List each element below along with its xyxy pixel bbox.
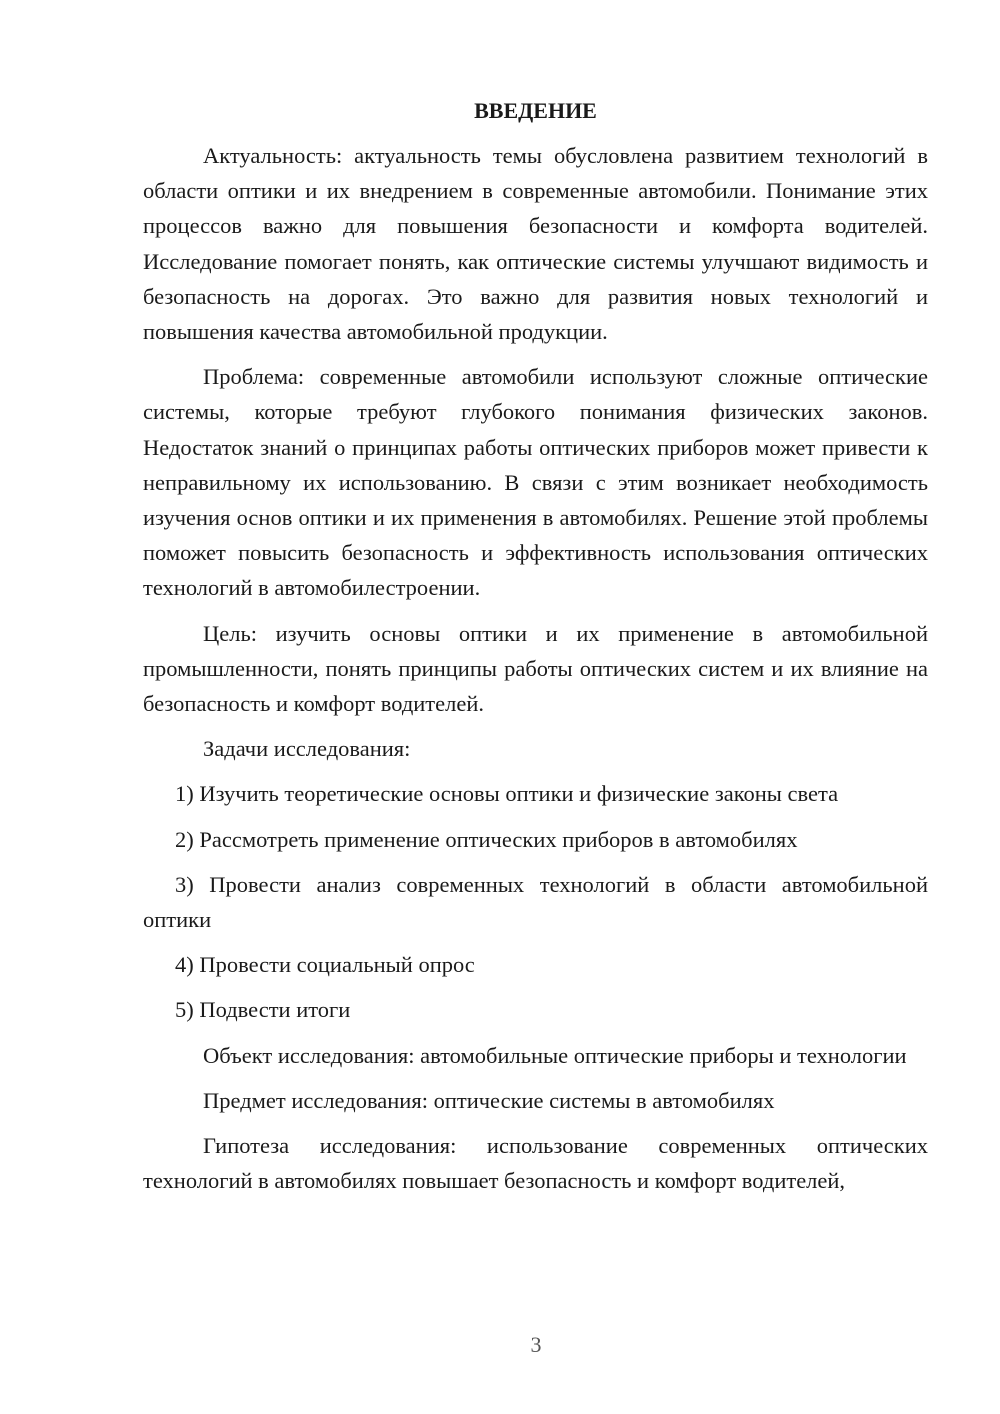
task-item: 1) Изучить теоретические основы оптики и физические законы света — [175, 781, 839, 807]
problem-paragraph: Проблема: современные автомобили используют сложные оптические системы, которые требуют глубокого понимания физических законов. Недостаток знаний о принципах работы оптических приборов может привести к неправильному их использованию. В связи с этим возникает необходимость изучения основ оптики и их применения в автомобилях. Решение этой проблемы поможет повысить безопасность и эффективность использования оптических технологий в автомобилестроении. — [143, 364, 928, 601]
subject-paragraph: Предмет исследования: оптические системы в автомобилях — [203, 1087, 775, 1113]
goal-paragraph: Цель: изучить основы оптики и их применение в автомобильной промышленности, понять принципы работы оптических систем и их влияние на безопасность и комфорт водителей. — [143, 620, 928, 717]
page-number: 3 — [530, 1332, 542, 1357]
document-body — [143, 96, 928, 1208]
hypothesis-paragraph: Гипотеза исследования: использование современных оптических технологий в автомобилях повышает безопасность и комфорт водителей, — [143, 1133, 928, 1194]
object-paragraph: Объект исследования: автомобильные оптические приборы и технологии — [203, 1042, 907, 1068]
task-item: 3) Провести анализ современных технологий в области автомобильной оптики — [143, 871, 928, 933]
task-item: 2) Рассмотреть применение оптических приборов в автомобилях — [175, 826, 798, 852]
relevance-paragraph: Актуальность: актуальность темы обусловлена развитием технологий в области оптики и их внедрением в современные автомобили. Понимание этих процессов важно для повышения безопасности и комфорта водителей. Исследование помогает понять, как оптические системы улучшают видимость и безопасность на дорогах. Это важно для развития новых технологий и повышения качества автомобильной продукции. — [143, 143, 928, 345]
tasks-heading: Задачи исследования: — [203, 736, 411, 762]
task-item: 5) Подвести итоги — [175, 997, 351, 1023]
page-title: ВВЕДЕНИЕ — [474, 98, 597, 123]
task-item: 4) Провести социальный опрос — [175, 952, 475, 978]
